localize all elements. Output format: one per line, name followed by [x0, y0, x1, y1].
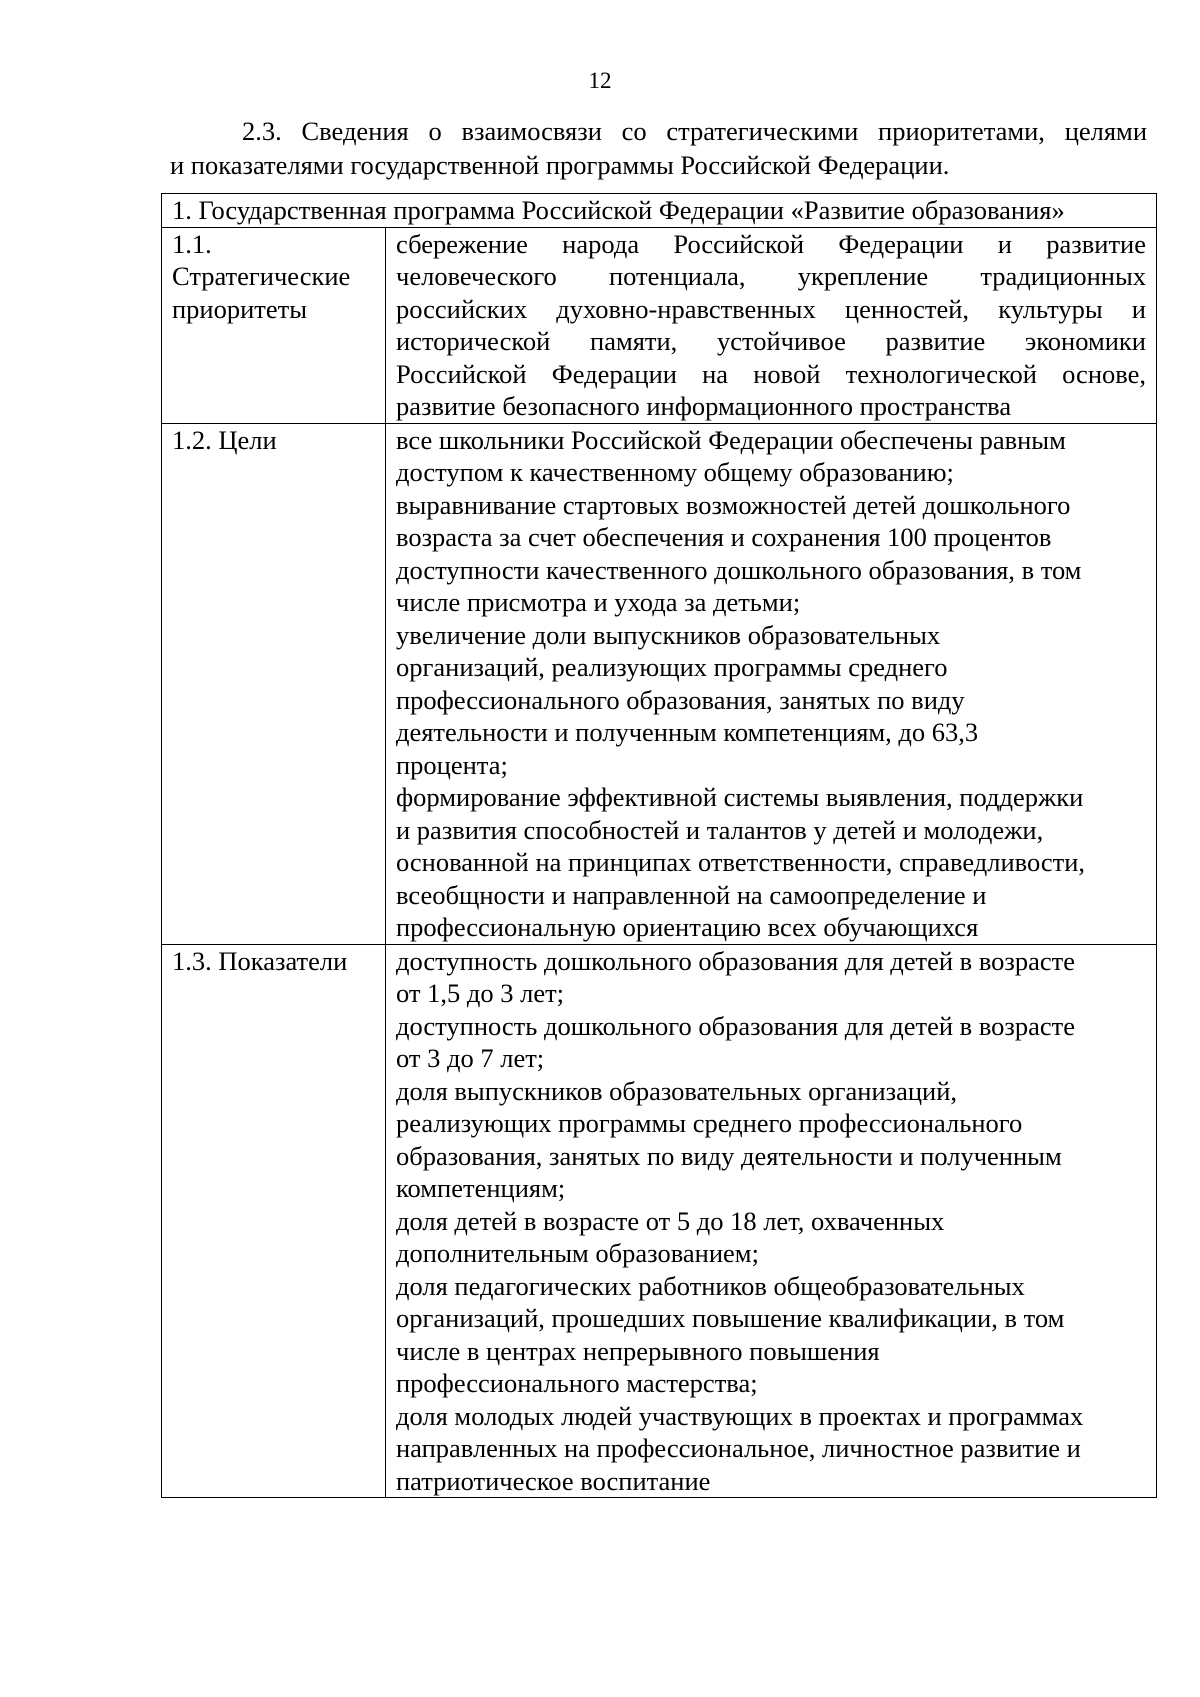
value-line: от 1,5 до 3 лет;	[396, 978, 565, 1008]
section-heading-line: и показателями государственной программы Российской Федерации.	[170, 150, 950, 180]
table-row-priorities	[162, 227, 1157, 423]
value-line: формирование эффективной системы выявления, поддержки	[396, 782, 1084, 812]
value-line: сбережение народа Российской Федерации и развитие	[396, 228, 1146, 259]
value-line: дополнительным образованием;	[396, 1238, 759, 1268]
value-line: российских духовно-нравственных ценностей, культуры и	[396, 293, 1146, 324]
value-line: развитие безопасного информационного пространства	[396, 391, 1012, 421]
value-line: доля педагогических работников общеобразовательных	[396, 1270, 1025, 1301]
label-line: 1.2. Цели	[172, 424, 277, 455]
value-line: патриотическое воспитание	[396, 1465, 711, 1496]
label-line: 1.3. Показатели	[172, 945, 348, 976]
value-line: от 3 до 7 лет;	[396, 1043, 545, 1073]
program-linkage-table	[161, 193, 1157, 1498]
value-line: компетенциям;	[396, 1173, 566, 1203]
value-line: доля детей в возрасте от 5 до 18 лет, охваченных	[396, 1205, 945, 1236]
value-line: основанной на принципах ответственности, справедливости,	[396, 847, 1086, 877]
value-line: увеличение доли выпускников образовательных	[396, 619, 941, 650]
label-line: 1.1.	[172, 228, 212, 259]
value-line: направленных на профессиональное, личностное развитие и	[396, 1433, 1081, 1463]
section-heading	[170, 114, 1147, 182]
row-value-priorities	[386, 227, 1157, 423]
value-line: профессионального образования, занятых по виду	[396, 684, 965, 715]
value-line: числе присмотра и ухода за детьми;	[396, 587, 801, 617]
row-label-priorities	[162, 227, 386, 423]
value-line: профессиональную ориентацию всех обучающихся	[396, 912, 979, 942]
page-number: 12	[588, 68, 612, 93]
value-line: доступом к качественному общему образованию;	[396, 457, 954, 487]
row-label-goals	[162, 423, 386, 944]
value-line: исторической памяти, устойчивое развитие экономики	[396, 326, 1146, 356]
value-line: доля выпускников образовательных организаций,	[396, 1075, 958, 1106]
row-label-indicators	[162, 944, 386, 1498]
value-line: все школьники Российской Федерации обеспечены равным	[396, 424, 1066, 455]
table-header-cell: 1. Государственная программа Российской Федерации «Развитие образования»	[162, 194, 1157, 228]
value-line: образования, занятых по виду деятельности и полученным	[396, 1140, 1062, 1171]
table-header-row	[162, 194, 1157, 228]
value-line: и развития способностей и талантов у детей и молодежи,	[396, 814, 1044, 845]
value-line: доступность дошкольного образования для детей в возрасте	[396, 1010, 1075, 1041]
value-line: доступность дошкольного образования для детей в возрасте	[396, 945, 1075, 976]
value-line: доступности качественного дошкольного образования, в том	[396, 554, 1082, 585]
value-line: деятельности и полученным компетенциям, до 63,3	[396, 717, 979, 747]
value-line: Российской Федерации на новой технологической основе,	[396, 358, 1146, 389]
value-line: процента;	[396, 749, 508, 780]
value-line: всеобщности и направленной на самоопределение и	[396, 879, 987, 910]
value-line: организаций, реализующих программы среднего	[396, 652, 948, 682]
value-line: доля молодых людей участвующих в проектах и программах	[396, 1400, 1084, 1431]
value-line: человеческого потенциала, укрепление традиционных	[396, 261, 1146, 291]
row-value-indicators	[386, 944, 1157, 1498]
value-line: выравнивание стартовых возможностей детей дошкольного	[396, 489, 1071, 520]
table-row-goals	[162, 423, 1157, 944]
section-heading-line: 2.3. Сведения о взаимосвязи со стратегическими приоритетами, целями	[242, 116, 1147, 146]
label-line: приоритеты	[172, 293, 308, 324]
row-value-goals	[386, 423, 1157, 944]
label-line: Стратегические	[172, 261, 351, 291]
value-line: числе в центрах непрерывного повышения	[396, 1335, 880, 1366]
value-line: профессионального мастерства;	[396, 1368, 758, 1398]
value-line: возраста за счет обеспечения и сохранения 100 процентов	[396, 522, 1052, 552]
value-line: реализующих программы среднего профессионального	[396, 1108, 1023, 1138]
value-line: организаций, прошедших повышение квалификации, в том	[396, 1303, 1065, 1333]
table-row-indicators	[162, 944, 1157, 1498]
